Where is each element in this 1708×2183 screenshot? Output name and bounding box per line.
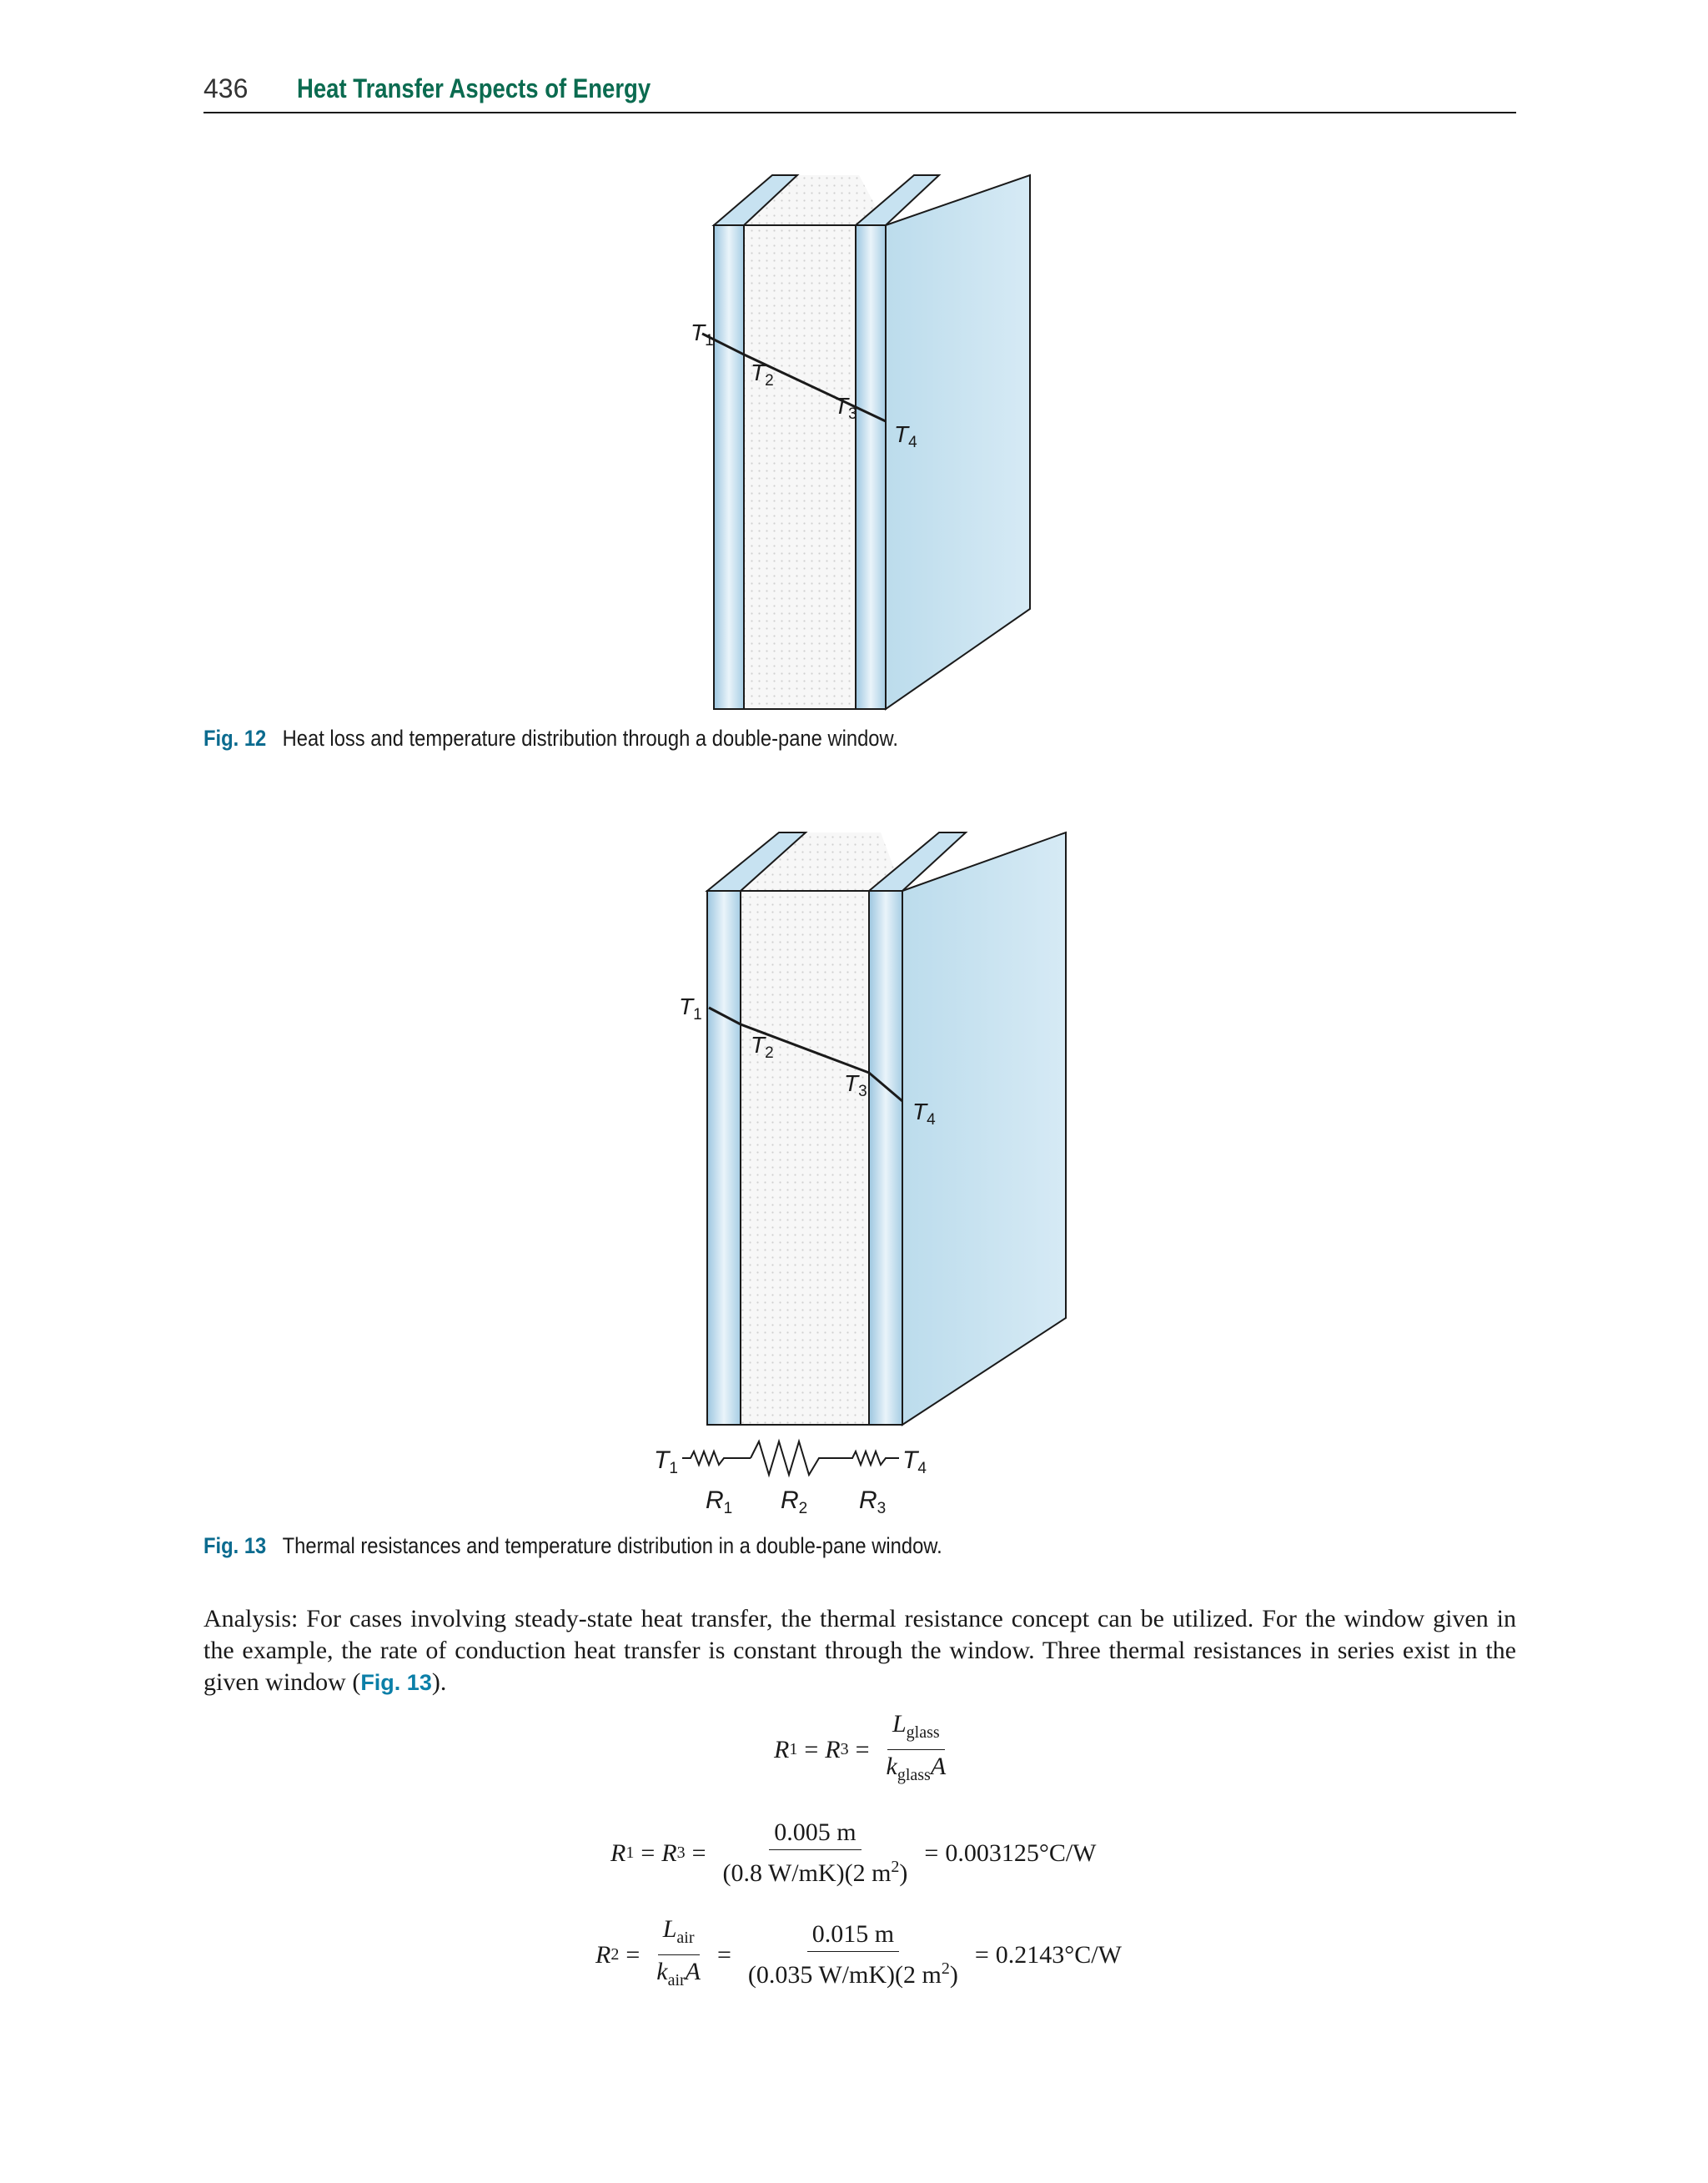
eq3-den: k xyxy=(656,1958,668,1985)
paragraph-text-end: ). xyxy=(431,1668,447,1696)
eq3-num2: 0.015 m xyxy=(807,1920,899,1952)
eq2-den-tail: ) xyxy=(899,1859,908,1887)
eq1-den: k xyxy=(886,1753,897,1780)
label-t1: $T_1$ xyxy=(679,993,702,1024)
figure-13-link[interactable]: Fig. 13 xyxy=(360,1670,432,1695)
eq1-num-sub: glass xyxy=(906,1723,940,1742)
air-gap xyxy=(741,891,869,1425)
inner-glass-pane xyxy=(714,225,744,709)
eq2-r1: R xyxy=(610,1838,626,1867)
air-gap xyxy=(744,225,856,709)
paragraph-text: Analysis: For cases involving steady-state heat transfer, the thermal resistance concept can be utilized. For the window given in the example, the rate of conduction heat transfer is constant through the window. Three thermal resistances in series exist in the given window ( xyxy=(203,1605,1516,1696)
eq2-den-sup: 2 xyxy=(891,1858,900,1876)
eq2-r3: R xyxy=(661,1838,677,1867)
eq3-result: 0.2143°C/W xyxy=(995,1940,1122,1969)
eq2-num: 0.005 m xyxy=(769,1818,861,1850)
analysis-paragraph xyxy=(203,1603,1516,1698)
page-number: 436 xyxy=(203,73,249,103)
circuit-label-t1: $T_1$ xyxy=(654,1446,678,1477)
label-t4: $T_4$ xyxy=(912,1099,936,1129)
eq1-r3-sub: 3 xyxy=(840,1740,849,1758)
eq3-fraction-numeric xyxy=(743,1920,963,1989)
eq3-den-tail: A xyxy=(685,1958,701,1985)
eq2-r1-sub: 1 xyxy=(625,1843,635,1862)
eq3-den-sub: air xyxy=(667,1971,686,1989)
eq3-r2-sub: 2 xyxy=(610,1945,620,1964)
eq2-den: (0.8 W/mK)(2 m xyxy=(722,1859,892,1887)
resistance-circuit xyxy=(654,1441,927,1517)
resistor-r2 xyxy=(751,1441,841,1475)
label-t1: $T_1$ xyxy=(691,319,714,350)
outer-glass-pane xyxy=(856,225,886,709)
circuit-label-r3: $R_3$ xyxy=(859,1486,887,1517)
eq1-fraction xyxy=(882,1710,952,1789)
circuit-label-r1: $R_1$ xyxy=(706,1486,733,1517)
figure-13-label: Fig. 13 xyxy=(203,1533,267,1558)
figure-13 xyxy=(634,826,1084,1527)
eq1-num: L xyxy=(892,1710,907,1738)
equation-3: R 2 = $\frac{L_{air}}{k_{air}A}$ = $\frac{0.015 m}{(0.035 W/mK)(2 m^2)}$ = 0.2143°C/W xyxy=(595,1915,1122,1994)
resistor-r3 xyxy=(841,1451,899,1465)
eq1-den-sub: glass xyxy=(897,1766,931,1784)
label-t2: $T_2$ xyxy=(751,360,774,390)
page-header xyxy=(203,73,1516,113)
eq2-fraction xyxy=(718,1818,913,1888)
circuit-label-r2: $R_2$ xyxy=(781,1486,808,1517)
window-diagram-12 xyxy=(651,167,1068,726)
label-t4: $T_4$ xyxy=(894,421,917,451)
label-t3: $T_3$ xyxy=(844,1070,867,1100)
figure-13-caption-text: Thermal resistances and temperature distribution in a double-pane window. xyxy=(282,1533,942,1558)
figure-12-caption xyxy=(203,726,898,752)
eq3-fraction-symbolic xyxy=(651,1915,706,1994)
eq3-den2: (0.035 W/mK)(2 m xyxy=(747,1961,942,1989)
label-t2: $T_2$ xyxy=(751,1032,774,1062)
figure-12 xyxy=(651,167,1068,726)
eq3-r2: R xyxy=(595,1940,611,1969)
eq3-den2-sup: 2 xyxy=(941,1959,950,1978)
inner-glass-pane xyxy=(707,891,741,1425)
equation-2: R 1 = R 3 = $\frac{0.005 m}{(0.8 W/mK)(2 m^2)}$ = 0.003125°C/W xyxy=(610,1818,1097,1887)
equation-1: R 1 = R 3 = $\frac{L_{glass}}{k_{glass}A}$ xyxy=(774,1710,956,1789)
resistor-r1 xyxy=(682,1451,751,1465)
eq1-r3: R xyxy=(825,1735,841,1763)
eq3-num-sub: air xyxy=(676,1929,695,1947)
eq1-r1-sub: 1 xyxy=(789,1740,798,1758)
eq2-r3-sub: 3 xyxy=(676,1843,686,1862)
eq1-r1: R xyxy=(774,1735,790,1763)
eq2-result: 0.003125°C/W xyxy=(945,1838,1097,1867)
running-title: Heat Transfer Aspects of Energy xyxy=(297,73,651,103)
eq1-den-tail: A xyxy=(930,1753,947,1780)
label-t3: $T_3$ xyxy=(834,393,857,423)
window-side-face xyxy=(902,832,1066,1425)
figure-12-label: Fig. 12 xyxy=(203,726,267,751)
figure-12-caption-text: Heat loss and temperature distribution through a double-pane window. xyxy=(282,726,898,751)
eq3-den2-tail: ) xyxy=(949,1961,958,1989)
figure-13-caption xyxy=(203,1533,942,1559)
circuit-label-t4: $T_4$ xyxy=(902,1446,927,1477)
window-diagram-13 xyxy=(634,826,1084,1527)
outer-glass-pane xyxy=(869,891,902,1425)
eq3-num: L xyxy=(662,1915,677,1943)
